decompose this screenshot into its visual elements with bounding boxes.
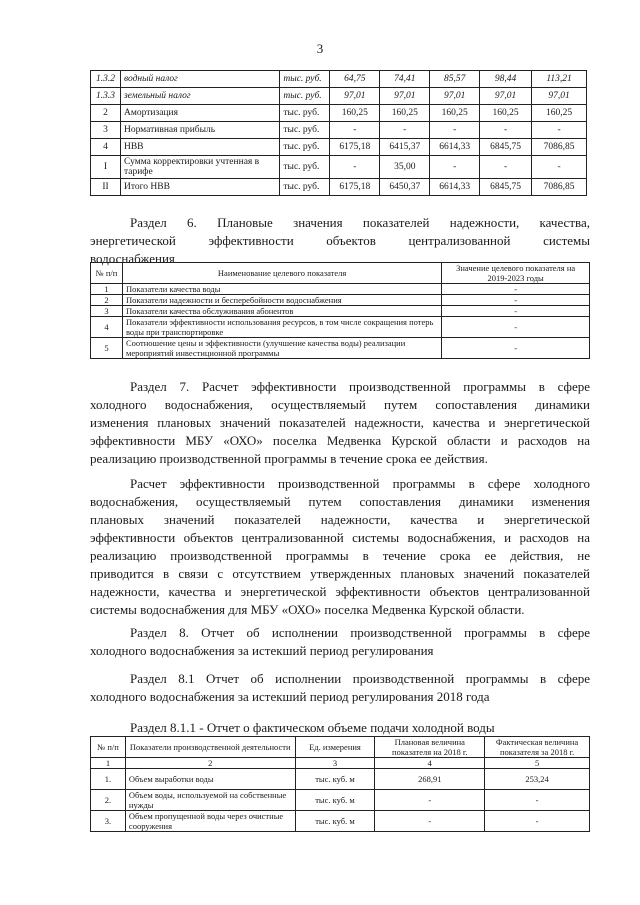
row-name: Показатели качества обслуживания абонентов: [122, 306, 441, 317]
row-value: -: [430, 122, 480, 139]
row-number: 5: [91, 338, 123, 359]
row-value: 97,01: [330, 88, 380, 105]
row-number: 4: [91, 317, 123, 338]
row-value: 160,25: [480, 105, 532, 122]
row-unit: тыс. руб.: [280, 179, 330, 196]
row-value: 35,00: [380, 156, 430, 179]
table-row: [91, 338, 590, 359]
section-6-heading: [90, 214, 590, 268]
text-line: изменения плановых значений показателей надежности, качества и энергетической: [90, 415, 590, 430]
row-fact: 253,24: [485, 769, 590, 790]
text-line: приводится в связи с отсутствием утвержденных плановых значений показателей: [90, 566, 590, 581]
row-plan: -: [375, 811, 485, 832]
text-line: холодного водоснабжения, осуществляемый путем сопоставления динамики: [90, 397, 590, 412]
header-cell: Значение целевого показателя на 2019-2023 годы: [442, 263, 590, 284]
text-line: Раздел 8. Отчет об исполнении производственной программы в сфере: [130, 625, 590, 640]
text-line: Расчет эффективности производственной программы в сфере холодного: [130, 476, 590, 491]
table-row: [91, 811, 590, 832]
row-number: 1: [91, 284, 123, 295]
row-value: 6415,37: [380, 139, 430, 156]
table-row: [91, 317, 590, 338]
row-value: 6175,18: [330, 179, 380, 196]
row-plan: -: [375, 790, 485, 811]
header-cell: № п/п: [91, 263, 123, 284]
section-8-heading: [90, 624, 590, 660]
row-number: 3.: [91, 811, 126, 832]
row-value: -: [442, 284, 590, 295]
header-cell: Показатели производственной деятельности: [125, 737, 295, 758]
table-row: [91, 156, 587, 179]
row-unit: тыс. руб.: [280, 139, 330, 156]
row-fact: -: [485, 811, 590, 832]
row-name: Показатели эффективности использования ресурсов, в том числе сокращения потерь воды при транспортировке: [122, 317, 441, 338]
row-value: 7086,85: [532, 139, 587, 156]
text-line: энергетической эффективности объектов централизованной системы: [90, 233, 590, 248]
row-value: 74,41: [380, 71, 430, 88]
table-row: [91, 179, 587, 196]
row-number: 1.: [91, 769, 126, 790]
row-value: 97,01: [532, 88, 587, 105]
row-value: -: [442, 317, 590, 338]
row-value: 97,01: [430, 88, 480, 105]
table-row: [91, 284, 590, 295]
row-value: 6175,18: [330, 139, 380, 156]
table-row: [91, 295, 590, 306]
text-line: реализацию производственной программы в течение срока ее действия.: [90, 451, 488, 466]
row-name: Показатели качества воды: [122, 284, 441, 295]
section-8-1-heading: [90, 670, 590, 706]
row-name: Объем воды, используемой на собственные нужды: [125, 790, 295, 811]
text-line: надежности, качества и энергетической эффективности объектов централизованной: [90, 584, 590, 599]
row-value: -: [330, 156, 380, 179]
row-name: Объем пропущенной воды через очистные сооружения: [125, 811, 295, 832]
row-value: -: [330, 122, 380, 139]
table-row: [91, 139, 587, 156]
table-row: [91, 790, 590, 811]
row-number: 4: [91, 139, 121, 156]
text-line: эффективности объектов централизованной системы водоснабжения, и расходов на: [90, 530, 590, 545]
row-value: -: [442, 295, 590, 306]
row-number: 3: [91, 306, 123, 317]
row-number: 2: [91, 105, 121, 122]
row-name: Соотношение цены и эффективности (улучшение качества воды) реализации мероприятий инвестиционной программы: [122, 338, 441, 359]
row-value: 160,25: [532, 105, 587, 122]
row-name: Нормативная прибыль: [120, 122, 279, 139]
table-row: [91, 769, 590, 790]
row-unit: тыс. руб.: [280, 105, 330, 122]
section-8-1-1-caption: Раздел 8.1.1 - Отчет о фактическом объеме подачи холодной воды: [130, 720, 495, 735]
row-number: 1.3.2: [91, 71, 121, 88]
row-number: 2: [91, 295, 123, 306]
header-cell: Плановая величина показателя на 2018 г.: [375, 737, 485, 758]
row-value: 160,25: [330, 105, 380, 122]
row-fact: -: [485, 790, 590, 811]
row-name: водный налог: [120, 71, 279, 88]
row-value: -: [442, 306, 590, 317]
row-value: -: [442, 338, 590, 359]
row-value: 160,25: [380, 105, 430, 122]
header-cell: Фактическая величина показателя за 2018 г.: [485, 737, 590, 758]
text-line: плановых значений показателей надежности, качества и энергетической: [90, 512, 590, 527]
row-name: Амортизация: [120, 105, 279, 122]
row-value: 7086,85: [532, 179, 587, 196]
text-line: холодного водоснабжения за истекший период регулирования 2018 года: [90, 689, 490, 704]
efficiency-paragraph: [90, 475, 590, 619]
index-cell: 4: [375, 758, 485, 769]
target-indicators-table: [90, 262, 590, 359]
page-number: 3: [316, 41, 324, 56]
table-row: [91, 105, 587, 122]
row-name: Объем выработки воды: [125, 769, 295, 790]
row-value: 97,01: [480, 88, 532, 105]
table-row: [91, 88, 587, 105]
text-line: Раздел 8.1 Отчет об исполнении производственной программы в сфере: [130, 671, 590, 686]
row-value: 6845,75: [480, 139, 532, 156]
row-value: 6450,37: [380, 179, 430, 196]
row-unit: тыс. руб.: [280, 122, 330, 139]
row-unit: тыс. руб.: [280, 88, 330, 105]
row-value: -: [532, 122, 587, 139]
row-name: земельный налог: [120, 88, 279, 105]
row-value: -: [380, 122, 430, 139]
row-value: -: [480, 122, 532, 139]
text-line: системы водоснабжения для МБУ «ОХО» поселка Медвенка Курской области.: [90, 602, 525, 617]
index-cell: 5: [485, 758, 590, 769]
header-cell: Ед. измерения: [295, 737, 375, 758]
row-value: 97,01: [380, 88, 430, 105]
row-value: 98,44: [480, 71, 532, 88]
text-line: эффективности МБУ «ОХО» поселка Медвенка Курской области и расходов на: [90, 433, 590, 448]
row-plan: 268,91: [375, 769, 485, 790]
text-line: водоснабжения, осуществляемый путем сопоставления динамики изменения: [90, 494, 590, 509]
row-value: -: [532, 156, 587, 179]
row-number: 2.: [91, 790, 126, 811]
row-value: -: [430, 156, 480, 179]
text-line: холодного водоснабжения за истекший период регулирования: [90, 643, 434, 658]
text-line: реализацию производственной программы в течение срока ее действия, не: [90, 548, 590, 563]
row-number: 3: [91, 122, 121, 139]
cost-table: [90, 70, 587, 196]
row-name: НВВ: [120, 139, 279, 156]
row-value: 113,21: [532, 71, 587, 88]
row-unit: тыс. руб.: [280, 156, 330, 179]
row-name: Показатели надежности и бесперебойности водоснабжения: [122, 295, 441, 306]
row-unit: тыс. куб. м: [295, 769, 375, 790]
row-unit: тыс. куб. м: [295, 790, 375, 811]
row-value: 6845,75: [480, 179, 532, 196]
index-cell: 1: [91, 758, 126, 769]
row-name: Сумма корректировки учтенная в тарифе: [120, 156, 279, 179]
row-number: I: [91, 156, 121, 179]
row-name: Итого НВВ: [120, 179, 279, 196]
row-number: II: [91, 179, 121, 196]
text-line: Раздел 7. Расчет эффективности производственной программы в сфере: [130, 379, 590, 394]
water-supply-report-table: [90, 736, 590, 832]
row-value: 6614,33: [430, 139, 480, 156]
row-number: 1.3.3: [91, 88, 121, 105]
row-value: 85,57: [430, 71, 480, 88]
text-line: водоснабжения: [90, 251, 175, 266]
row-unit: тыс. куб. м: [295, 811, 375, 832]
row-value: 64,75: [330, 71, 380, 88]
table-row: [91, 122, 587, 139]
header-cell: № п/п: [91, 737, 126, 758]
text-line: Раздел 6. Плановые значения показателей надежности, качества,: [130, 215, 590, 230]
index-cell: 3: [295, 758, 375, 769]
row-value: -: [480, 156, 532, 179]
row-unit: тыс. руб.: [280, 71, 330, 88]
row-value: 160,25: [430, 105, 480, 122]
section-7-paragraph: [90, 378, 590, 468]
row-value: 6614,33: [430, 179, 480, 196]
index-cell: 2: [125, 758, 295, 769]
header-cell: Наименование целевого показателя: [122, 263, 441, 284]
table-row: [91, 306, 590, 317]
table-row: [91, 71, 587, 88]
